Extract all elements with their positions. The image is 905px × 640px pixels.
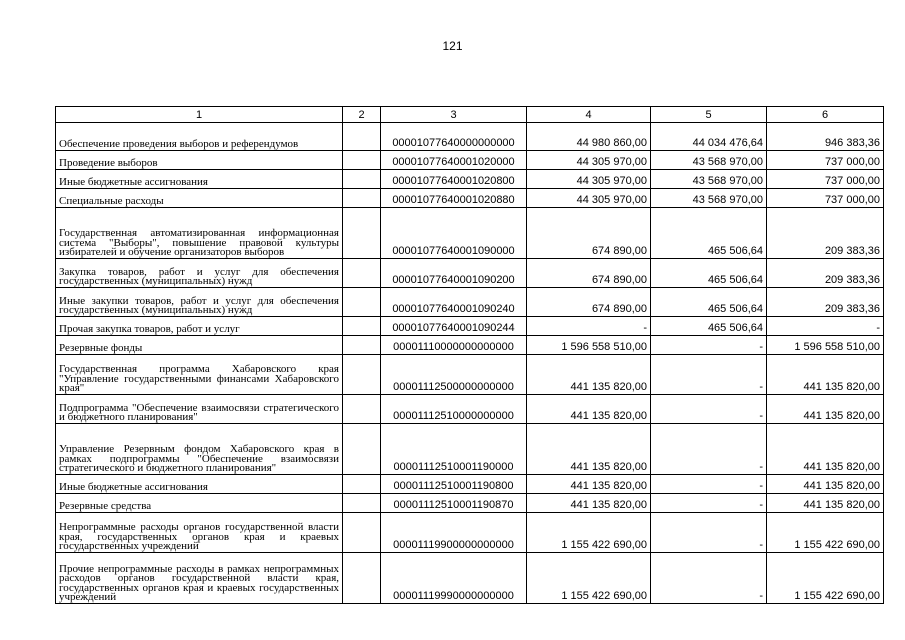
- row-code: 00001119990000000000: [381, 553, 527, 604]
- row-col2: [343, 288, 381, 317]
- row-code: 00001077640000000000: [381, 123, 527, 151]
- row-value-4: 441 135 820,00: [527, 475, 651, 494]
- row-value-6: 209 383,36: [767, 288, 884, 317]
- row-name: Прочая закупка товаров, работ и услуг: [56, 317, 343, 336]
- row-code: 00001112510001190870: [381, 494, 527, 513]
- row-code: 00001119900000000000: [381, 513, 527, 553]
- row-col2: [343, 151, 381, 170]
- row-value-5: 465 506,64: [651, 208, 767, 259]
- table-row: [56, 170, 884, 189]
- row-value-5: 43 568 970,00: [651, 170, 767, 189]
- row-col2: [343, 424, 381, 475]
- row-value-4: 674 890,00: [527, 288, 651, 317]
- row-value-5: 465 506,64: [651, 288, 767, 317]
- column-header: 3: [381, 107, 527, 123]
- row-value-5: -: [651, 494, 767, 513]
- row-value-4: 441 135 820,00: [527, 395, 651, 424]
- row-code: 00001112510001190800: [381, 475, 527, 494]
- row-col2: [343, 475, 381, 494]
- row-code: 00001077640001090244: [381, 317, 527, 336]
- page-number: 121: [442, 39, 463, 53]
- row-value-6: 737 000,00: [767, 151, 884, 170]
- row-col2: [343, 170, 381, 189]
- row-code: 00001110000000000000: [381, 336, 527, 355]
- row-col2: [343, 317, 381, 336]
- row-name: Иные бюджетные ассигнования: [56, 170, 343, 189]
- row-value-6: 1 155 422 690,00: [767, 553, 884, 604]
- row-value-6: 946 383,36: [767, 123, 884, 151]
- row-col2: [343, 189, 381, 208]
- row-value-6: -: [767, 317, 884, 336]
- row-value-4: 441 135 820,00: [527, 424, 651, 475]
- table-row: [56, 189, 884, 208]
- budget-table: [55, 106, 884, 604]
- row-code: 00001077640001090200: [381, 259, 527, 288]
- row-value-5: -: [651, 424, 767, 475]
- table-row: [56, 336, 884, 355]
- row-value-5: -: [651, 355, 767, 395]
- row-col2: [343, 355, 381, 395]
- row-value-5: -: [651, 475, 767, 494]
- row-value-6: 441 135 820,00: [767, 424, 884, 475]
- table-row: [56, 494, 884, 513]
- row-name: Непрограммные расходы органов государственной власти края, государственных органов края и краевых государственных учреждений: [56, 513, 343, 553]
- table-row: [56, 513, 884, 553]
- row-value-5: -: [651, 336, 767, 355]
- row-value-4: 441 135 820,00: [527, 494, 651, 513]
- row-value-6: 1 596 558 510,00: [767, 336, 884, 355]
- row-value-4: 674 890,00: [527, 259, 651, 288]
- row-value-6: 209 383,36: [767, 208, 884, 259]
- row-value-6: 737 000,00: [767, 189, 884, 208]
- row-col2: [343, 395, 381, 424]
- row-name: Иные закупки товаров, работ и услуг для обеспечения государственных (муниципальных) нужд: [56, 288, 343, 317]
- row-name: Обеспечение проведения выборов и референдумов: [56, 123, 343, 151]
- row-value-4: 674 890,00: [527, 208, 651, 259]
- row-value-4: 1 155 422 690,00: [527, 553, 651, 604]
- row-value-4: 44 305 970,00: [527, 170, 651, 189]
- row-col2: [343, 553, 381, 604]
- row-name: Резервные средства: [56, 494, 343, 513]
- row-value-4: 44 305 970,00: [527, 189, 651, 208]
- row-code: 00001077640001090240: [381, 288, 527, 317]
- table-row: [56, 259, 884, 288]
- table-row: [56, 123, 884, 151]
- row-value-4: 1 155 422 690,00: [527, 513, 651, 553]
- column-header: 2: [343, 107, 381, 123]
- row-value-6: 209 383,36: [767, 259, 884, 288]
- row-value-4: 441 135 820,00: [527, 355, 651, 395]
- table-row: [56, 317, 884, 336]
- row-col2: [343, 123, 381, 151]
- row-col2: [343, 259, 381, 288]
- table-row: [56, 355, 884, 395]
- row-col2: [343, 208, 381, 259]
- row-col2: [343, 494, 381, 513]
- column-header: 6: [767, 107, 884, 123]
- column-header: 5: [651, 107, 767, 123]
- table-row: [56, 553, 884, 604]
- row-value-5: 465 506,64: [651, 259, 767, 288]
- row-value-6: 441 135 820,00: [767, 355, 884, 395]
- row-name: Подпрограмма "Обеспечение взаимосвязи стратегического и бюджетного планирования": [56, 395, 343, 424]
- row-name: Резервные фонды: [56, 336, 343, 355]
- row-name: Иные бюджетные ассигнования: [56, 475, 343, 494]
- table-row: [56, 288, 884, 317]
- table-row: [56, 395, 884, 424]
- row-value-5: 44 034 476,64: [651, 123, 767, 151]
- row-value-5: 43 568 970,00: [651, 151, 767, 170]
- row-name: Управление Резервным фондом Хабаровского края в рамках подпрограммы "Обеспечение взаимосвязи стратегического и бюджетного планирования": [56, 424, 343, 475]
- row-code: 00001077640001020000: [381, 151, 527, 170]
- column-header: 4: [527, 107, 651, 123]
- row-value-5: -: [651, 513, 767, 553]
- row-value-4: 1 596 558 510,00: [527, 336, 651, 355]
- row-name: Закупка товаров, работ и услуг для обеспечения государственных (муниципальных) нужд: [56, 259, 343, 288]
- row-value-4: -: [527, 317, 651, 336]
- row-code: 00001112510000000000: [381, 395, 527, 424]
- row-code: 00001077640001020800: [381, 170, 527, 189]
- row-name: Государственная программа Хабаровского края "Управление государственными финансами Хабаровского края": [56, 355, 343, 395]
- row-col2: [343, 513, 381, 553]
- row-name: Государственная автоматизированная информационная система "Выборы", повышение правовой культуры избирателей и обучение организаторов выборов: [56, 208, 343, 259]
- row-code: 00001077640001020880: [381, 189, 527, 208]
- table-row: [56, 151, 884, 170]
- row-value-5: -: [651, 395, 767, 424]
- row-value-5: 465 506,64: [651, 317, 767, 336]
- row-col2: [343, 336, 381, 355]
- row-value-6: 441 135 820,00: [767, 494, 884, 513]
- row-value-6: 441 135 820,00: [767, 395, 884, 424]
- row-name: Прочие непрограммные расходы в рамках непрограммных расходов органов государственной власти края, государственных органов края и краевых государственных учреждений: [56, 553, 343, 604]
- row-value-4: 44 305 970,00: [527, 151, 651, 170]
- column-header: 1: [56, 107, 343, 123]
- table-row: [56, 208, 884, 259]
- table-row: [56, 424, 884, 475]
- row-value-6: 441 135 820,00: [767, 475, 884, 494]
- row-name: Специальные расходы: [56, 189, 343, 208]
- row-value-4: 44 980 860,00: [527, 123, 651, 151]
- row-value-5: -: [651, 553, 767, 604]
- row-code: 00001077640001090000: [381, 208, 527, 259]
- table-header-row: [56, 107, 884, 123]
- row-code: 00001112500000000000: [381, 355, 527, 395]
- row-value-6: 737 000,00: [767, 170, 884, 189]
- row-value-5: 43 568 970,00: [651, 189, 767, 208]
- row-name: Проведение выборов: [56, 151, 343, 170]
- row-value-6: 1 155 422 690,00: [767, 513, 884, 553]
- table-row: [56, 475, 884, 494]
- row-code: 00001112510001190000: [381, 424, 527, 475]
